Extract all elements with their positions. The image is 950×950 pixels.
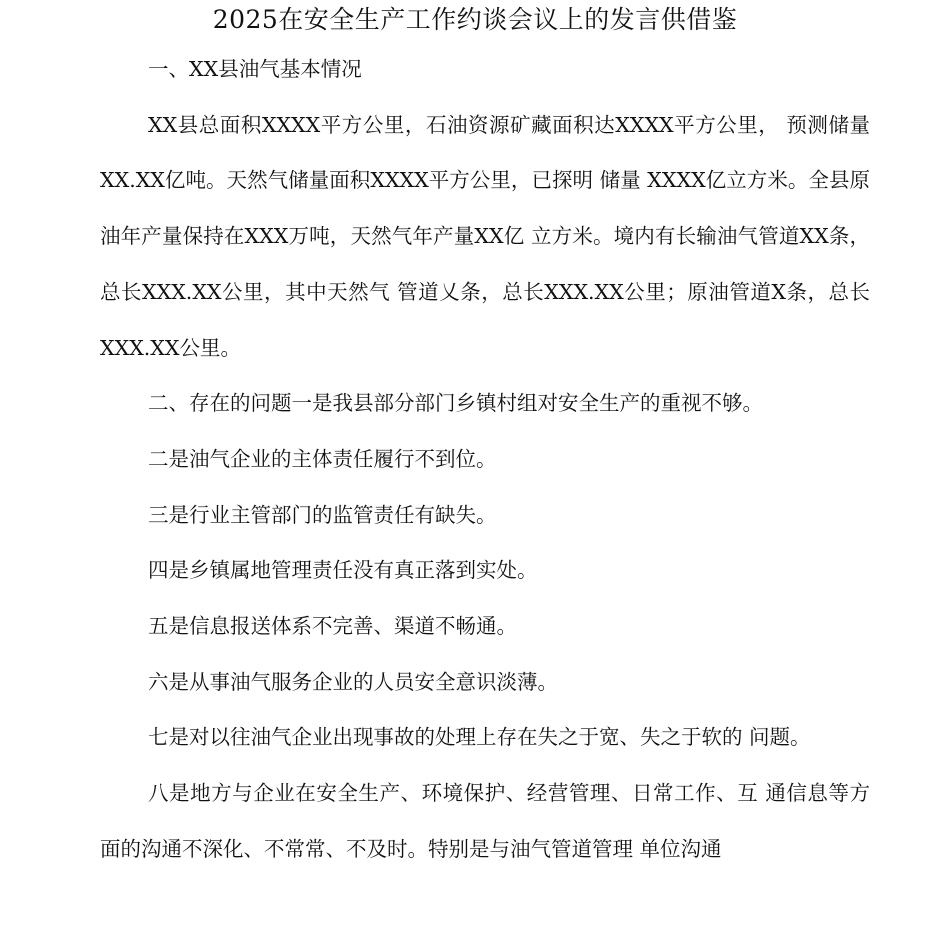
paragraph-problem-6: 六是从事油气服务企业的人员安全意识淡薄。 [148,669,558,694]
paragraph-heading-1: 一、XX县油气基本情况 [148,57,362,81]
paragraph-problem-5: 五是信息报送体系不完善、渠道不畅通。 [148,614,517,639]
document-title: 2025在安全生产工作约谈会议上的发言供借鉴 [212,5,738,34]
paragraph-problem-7: 七是对以往油气企业出现事故的处理上存在失之于宽、失之于软的 问题。 [148,725,811,750]
paragraph-problem-2: 二是油气企业的主体责任履行不到位。 [148,446,497,471]
document-body [100,42,870,878]
paragraph-problems-intro: 二、存在的问题一是我县部分部门乡镇村组对安全生产的重视不够。 [148,391,763,416]
paragraph-problem-4: 四是乡镇属地管理责任没有真正落到实处。 [148,558,538,583]
paragraph-problem-3: 三是行业主管部门的监管责任有缺失。 [148,502,497,527]
paragraph-overview: XX县总面积XXXX平方公里，石油资源矿藏面积达XXXX平方公里， 预测储量XX.XX亿吨。天然气储量面积XXXX平方公里，已探明 储量 XXXX亿立方米。全县原油年产量保持在XXX万吨，天然气年产量XX亿 立方米。境内有长输油气管道XX条，总长XXX.XX公里，其中天然气 管道乂条，总长XXX.XX公里；原油管道X条，总长XXX.XX公里。 [100,112,870,360]
paragraph-problem-8: 八是地方与企业在安全生产、环境保护、经营管理、日常工作、互 通信息等方面的沟通不深化、不常常、不及时。特别是与油气管道管理 单位沟通 [100,781,870,861]
